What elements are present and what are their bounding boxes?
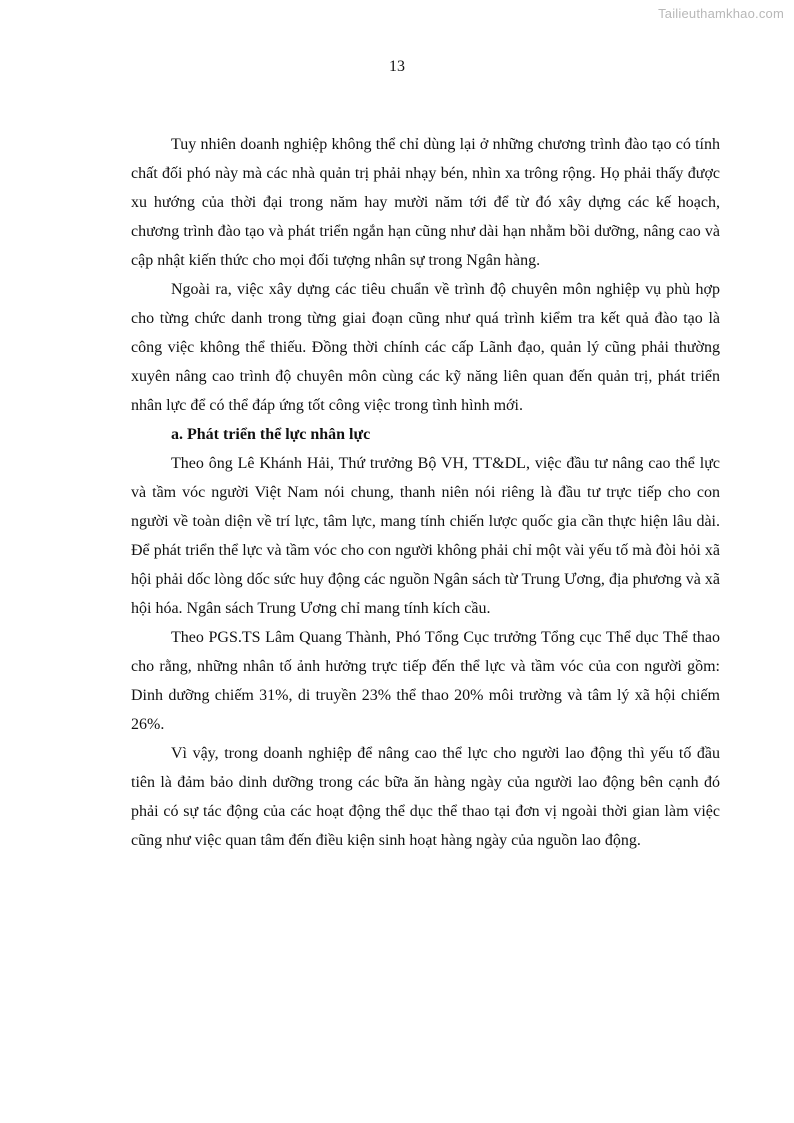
paragraph: Ngoài ra, việc xây dựng các tiêu chuẩn về trình độ chuyên môn nghiệp vụ phù hợp cho từng chức danh trong từng giai đoạn cũng như quá trình kiểm tra kết quả đào tạo là công việc không thể thiếu. Đồng thời chính các cấp Lãnh đạo, quản lý cũng phải thường xuyên nâng cao trình độ chuyên môn cùng các kỹ năng liên quan đến quản trị, phát triển nhân lực để có thể đáp ứng tốt công việc trong tình hình mới. (131, 281, 720, 414)
document-body (131, 130, 720, 855)
paragraph: Theo ông Lê Khánh Hải, Thứ trưởng Bộ VH, TT&DL, việc đầu tư nâng cao thể lực và tầm vóc người Việt Nam nói chung, thanh niên nói riêng là đầu tư trực tiếp cho con người về toàn diện về trí lực, tâm lực, mang tính chiến lược quốc gia cần thực hiện lâu dài. Để phát triển thể lực và tầm vóc cho con người không phải chỉ một vài yếu tố mà đòi hỏi xã hội phải dốc lòng dốc sức huy động các nguồn Ngân sách từ Trung Ương, địa phương và xã hội hóa. Ngân sách Trung Ương chỉ mang tính kích cầu. (131, 455, 720, 617)
paragraph: Theo PGS.TS Lâm Quang Thành, Phó Tổng Cục trưởng Tổng cục Thể dục Thể thao cho rằng, những nhân tố ảnh hưởng trực tiếp đến thể lực và tầm vóc của con người gồm: Dinh dưỡng chiếm 31%, di truyền 23% thể thao 20% môi trường và tâm lý xã hội chiếm 26%. (131, 629, 720, 733)
section-heading: a. Phát triển thể lực nhân lực (171, 426, 371, 443)
paragraph: Vì vậy, trong doanh nghiệp để nâng cao thể lực cho người lao động thì yếu tố đầu tiên là đảm bảo dinh dưỡng trong các bữa ăn hàng ngày của người lao động bên cạnh đó phải có sự tác động của các hoạt động thể dục thể thao tại đơn vị ngoài thời gian làm việc cũng như việc quan tâm đến điều kiện sinh hoạt hàng ngày của nguồn lao động. (131, 745, 720, 849)
page-number: 13 (389, 58, 405, 75)
watermark: Tailieuthamkhao.com (658, 6, 784, 21)
paragraph: Tuy nhiên doanh nghiệp không thể chỉ dùng lại ở những chương trình đào tạo có tính chất đối phó này mà các nhà quản trị phải nhạy bén, nhìn xa trông rộng. Họ phải thấy được xu hướng của thời đại trong năm hay mười năm tới để từ đó xây dựng các kế hoạch, chương trình đào tạo và phát triển ngắn hạn cũng như dài hạn nhằm bồi dưỡng, nâng cao và cập nhật kiến thức cho mọi đối tượng nhân sự trong Ngân hàng. (131, 136, 720, 269)
